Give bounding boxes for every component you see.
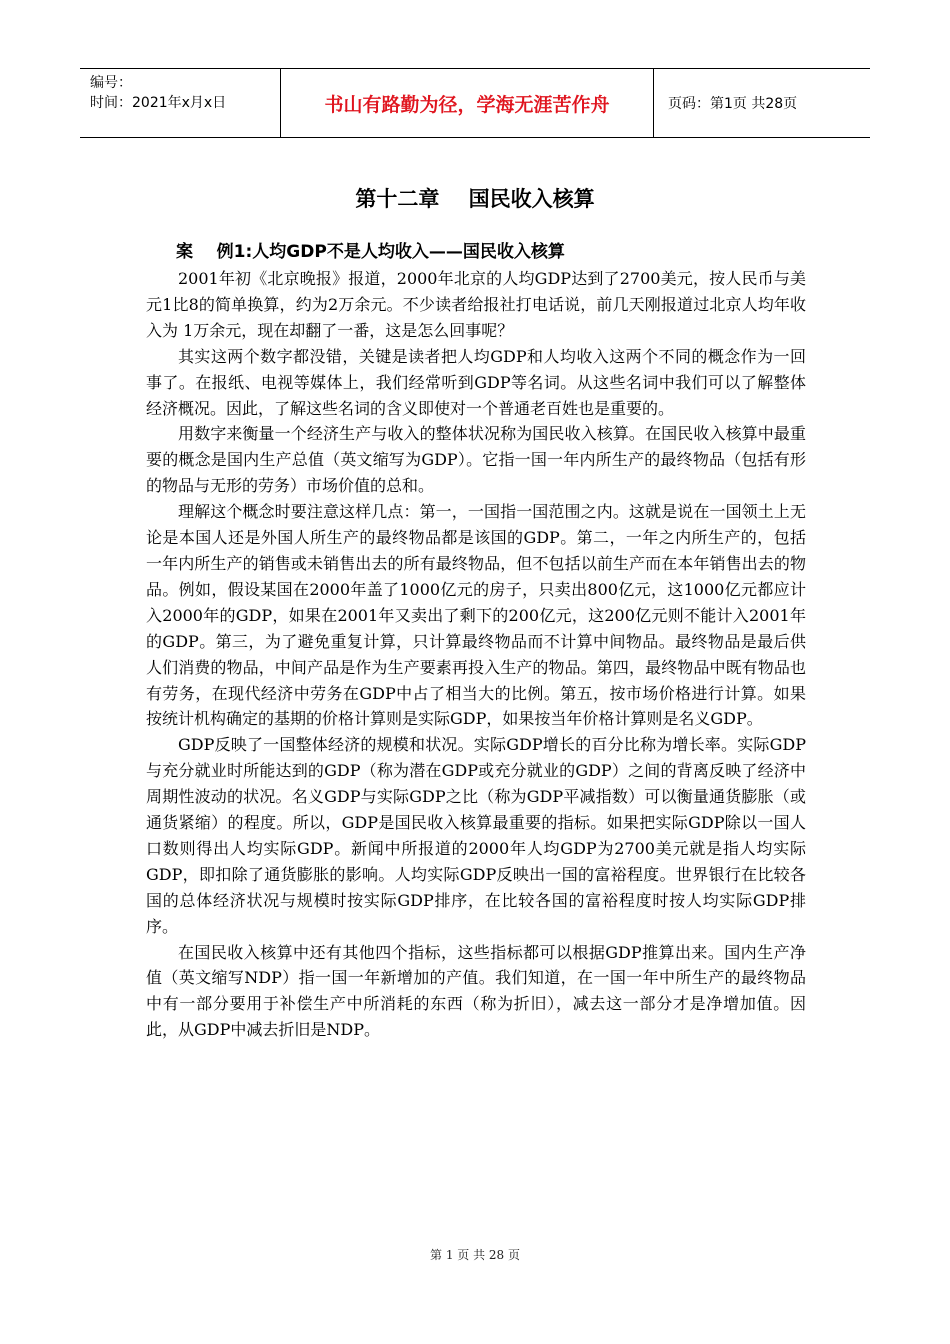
number-label: 编号： [90, 75, 132, 91]
paragraph: GDP反映了一国整体经济的规模和状况。实际GDP增长的百分比称为增长率。实际GDP与充分就业时所能达到的GDP（称为潜在GDP或充分就业的GDP）之间的背离反映了经济中周期性波动的状况。名义GDP与实际GDP之比（称为GDP平减指数）可以衡量通货膨胀（或通货紧缩）的程度。所以，GDP是国民收入核算最重要的指标。如果把实际GDP除以一国人口数则得出人均实际GDP。新闻中所报道的2000年人均GDP为2700美元就是指人均实际GDP，即扣除了通货膨胀的影响。人均实际GDP反映出一国的富裕程度。世界银行在比较各国的总体经济状况与规模时按实际GDP排序，在比较各国的富裕程度时按人均实际GDP排序。 [146, 735, 806, 936]
header-page-info: 页码：第1页 共28页 [668, 96, 798, 112]
paragraph: 用数字来衡量一个经济生产与收入的整体状况称为国民收入核算。在国民收入核算中最重要的概念是国内生产总值（英文缩写为GDP）。它指一国一年内所生产的最终物品（包括有形的物品与无形的劳务）市场价值的总和。 [146, 424, 806, 496]
paragraph: 在国民收入核算中还有其他四个指标，这些指标都可以根据GDP推算出来。国内生产净值（英文缩写NDP）指一国一年新增加的产值。我们知道，在一国一年中所生产的最终物品中有一部分要用于补偿生产中所消耗的东西（称为折旧），减去这一部分才是净增加值。因此，从GDP中减去折旧是NDP。 [146, 942, 806, 1040]
body-text [146, 266, 806, 1043]
paragraph: 理解这个概念时要注意这样几点：第一，一国指一国范围之内。这就是说在一国领土上无论是本国人还是外国人所生产的最终物品都是该国的GDP。第二，一年之内所生产的，包括一年内所生产的销售或未销售出去的所有最终物品，但不包括以前生产而在本年销售出去的物品。例如，假设某国在2000年盖了1000亿元的房子，只卖出800亿元，这1000亿元都应计入2000年的GDP，如果在2001年又卖出了剩下的200亿元，这200亿元则不能计入2001年的GDP。第三，为了避免重复计算，只计算最终物品而不计算中间物品。最终物品是最后供人们消费的物品，中间产品是作为生产要素再投入生产的物品。第四，最终物品中既有物品也有劳务，在现代经济中劳务在GDP中占了相当大的比例。第五，按市场价格进行计算。如果按统计机构确定的基期的价格计算则是实际GDP，如果按当年价格计算则是名义GDP。 [146, 502, 806, 729]
date-label: 时间：2021年x月x日 [90, 95, 227, 111]
header-motto: 书山有路勤为径，学海无涯苦作舟 [280, 69, 654, 137]
page-header [80, 68, 870, 138]
chapter-title: 第十二章 国民收入核算 [355, 187, 595, 211]
case-title: 案 例1:人均GDP不是人均收入——国民收入核算 [176, 242, 565, 262]
paragraph: 2001年初《北京晚报》报道，2000年北京的人均GDP达到了2700美元，按人民币与美元1比8的简单换算，约为2万余元。不少读者给报社打电话说，前几天刚报道过北京人均年收入为 1万余元，现在却翻了一番，这是怎么回事呢？ [146, 269, 806, 340]
paragraph: 其实这两个数字都没错，关键是读者把人均GDP和人均收入这两个不同的概念作为一回事了。在报纸、电视等媒体上，我们经常听到GDP等名词。从这些名词中我们可以了解整体经济概况。因此，了解这些名词的含义即使对一个普通老百姓也是重要的。 [146, 346, 806, 418]
page-footer: 第 1 页 共 28 页 [430, 1248, 520, 1262]
header-meta [80, 69, 280, 137]
